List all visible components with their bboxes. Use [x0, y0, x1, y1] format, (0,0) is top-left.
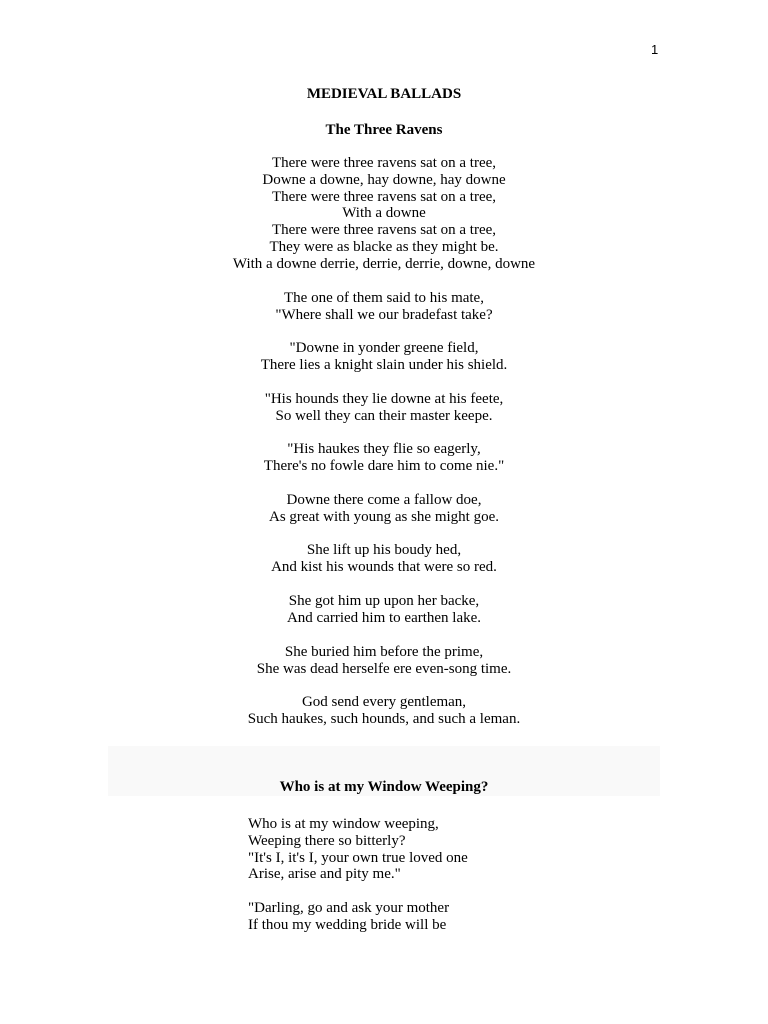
verse-line: "Where shall we our bradefast take? — [275, 306, 493, 323]
stanza — [0, 542, 768, 576]
verse-line: Such haukes, such hounds, and such a leman. — [247, 710, 521, 727]
verse-line: There's no fowle dare him to come nie." — [263, 457, 505, 474]
verse-line: There were three ravens sat on a tree, — [271, 222, 497, 239]
verse-line: If thou my wedding bride will be — [248, 916, 447, 933]
verse-line: Weeping there so bitterly? — [248, 832, 406, 849]
stanza — [0, 593, 768, 627]
verse-line: Downe there come a fallow doe, — [286, 492, 482, 508]
verse-line: Arise, arise and pity me." — [248, 866, 401, 883]
verse-line: "Darling, go and ask your mother — [248, 900, 450, 916]
verse-line: She lift up his boudy hed, — [306, 542, 462, 558]
verse-line: There were three ravens sat on a tree, — [271, 155, 497, 171]
stanza — [0, 492, 768, 526]
verse-line: "It's I, it's I, your own true loved one — [248, 849, 468, 866]
verse-line: "Downe in yonder greene field, — [289, 340, 479, 356]
verse-line: They were as blacke as they might be. — [269, 238, 499, 255]
verse-line: She got him up upon her backe, — [288, 593, 480, 609]
verse-line: And kist his wounds that were so red. — [271, 558, 497, 575]
stanza — [248, 900, 668, 934]
verse-line: There were three ravens sat on a tree, — [271, 188, 497, 205]
verse-line: And carried him to earthen lake. — [286, 609, 482, 626]
verse-line: So well they can their master keepe. — [275, 407, 493, 424]
stanza — [0, 290, 768, 324]
verse-line: With a downe derrie, derrie, derrie, downe, downe — [232, 255, 536, 272]
stanza — [0, 441, 768, 475]
verse-line: The one of them said to his mate, — [284, 290, 484, 306]
verse-line: As great with young as she might goe. — [269, 508, 499, 525]
poem-title-window-weeping: Who is at my Window Weeping? — [279, 779, 489, 795]
stanza — [0, 694, 768, 728]
verse-line: "His haukes they flie so eagerly, — [287, 441, 481, 457]
verse-line: Downe a downe, hay downe, hay downe — [262, 171, 506, 188]
verse-line: "His hounds they lie downe at his feete, — [264, 391, 504, 407]
document-title: MEDIEVAL BALLADS — [306, 86, 462, 102]
verse-line: God send every gentleman, — [301, 694, 467, 710]
poem-title-three-ravens: The Three Ravens — [325, 122, 443, 138]
stanza — [0, 644, 768, 678]
page-number: 1 — [651, 42, 659, 57]
stanza — [0, 340, 768, 374]
verse-line: She buried him before the prime, — [284, 644, 484, 660]
verse-line: There lies a knight slain under his shield. — [260, 356, 508, 373]
stanza — [0, 391, 768, 425]
stanza — [0, 155, 768, 273]
verse-line: She was dead herselfe ere even-song time. — [256, 660, 512, 677]
verse-line: With a downe — [342, 205, 426, 222]
verse-line: Who is at my window weeping, — [248, 816, 439, 832]
stanza — [248, 816, 668, 883]
